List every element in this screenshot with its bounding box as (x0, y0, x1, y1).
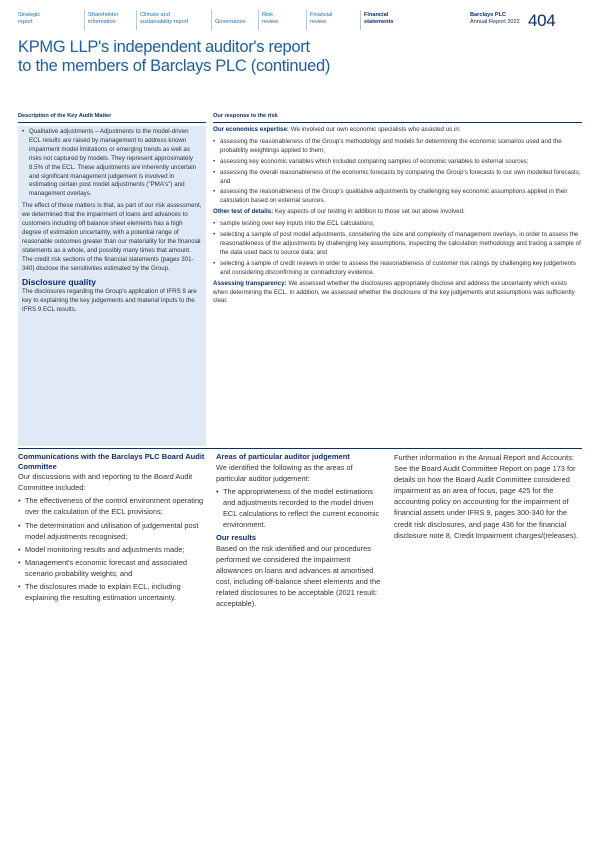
list-item: • The determination and utilisation of judgemental post model adjustments recognised; (18, 520, 208, 542)
kam-panel (18, 126, 206, 446)
page-title: KPMG LLP's independent auditor's report to the members of Barclays PLC (continued) (18, 38, 331, 75)
further-information-text: Further information in the Annual Report and Accounts: See the Board Audit Committee Report on page 173 for details on how the Board Audit Committee considered impairment as an area of focus, page 425 for the accounting policy on accounting for the impairment of financial assets under IFRS 9, pages 300-340 for the credit risk disclosures, and page 436 for the financial disclosure note 8, Credit Impairment charges/(releases). (394, 453, 579, 540)
kam-bullet: • Qualitative adjustments – Adjustments to the model-driven ECL results are raised by management to address known impairment model limitations or emerging trends as well as risks not captured by models. They represent approximately 8.5% of the ECL. These adjustments are inherently uncertain and significant management judgement is involved in estimating certain post model adjustments ("PMA's") and management overlays. (22, 128, 202, 199)
list-item: • assessing the reasonableness of the Group's qualitative adjustments by challenging key economic assumptions applied in their calculation based on external sources. (213, 188, 583, 206)
list-item: • assessing key economic variables which included comparing samples of economic variables to external sources; (213, 158, 583, 167)
list-item: • assessing the reasonableness of the Group's methodology and models for determining the economic scenarios used and the probability weightings applied to them; (213, 138, 583, 156)
nav-strategic-report[interactable]: Strategic report (18, 12, 41, 25)
nav-divider (84, 10, 85, 30)
audit-committee-intro: Our discussions with and reporting to the Board Audit Committee included: (18, 472, 193, 493)
nav-divider (211, 10, 212, 30)
nav-governance[interactable]: Governance (215, 19, 246, 25)
nav-financial-statements[interactable]: Financial statements (364, 12, 394, 25)
kam-paragraph: The effect of these matters is that, as part of our risk assessment, we determined that the impairment of loans and advances to customers including off balance sheet elements has a high degree of estimation uncertainty, with a potential range of reasonable outcomes greater than our materiality for the financial statements as a whole, and possibly many times that amount. The credit risk sections of the financial statements (pages 301-340) disclose the sensitivities estimated by the Group. (22, 202, 202, 272)
list-item: • The effectiveness of the control environment operating over the calculation of the ECL provisions; (18, 495, 208, 517)
nav-shareholder-information[interactable]: Shareholder information (88, 12, 119, 25)
response-column-header: Our response to the risk (213, 112, 582, 123)
list-item: • selecting a sample of post model adjustments, considering the size and complexity of management overlays, in order to assess the reasonableness of the adjustments by challenging key assumptions, inspecting the calculation methodology and tracing a sample of the data used back to source data; and (213, 231, 583, 258)
nav-divider (136, 10, 137, 30)
other-tests-intro: Other test of details: Key aspects of our testing in addition to those set out above involved: (213, 208, 465, 216)
list-item: • assessing the overall reasonableness of the economic forecasts by comparing the Group's forecasts to our own modelled forecasts; and (213, 169, 583, 187)
nav-risk-review[interactable]: Risk review (262, 12, 279, 25)
economics-expertise-intro: Our economics expertise: We involved our own economic specialists who assisted us in: (213, 126, 461, 133)
nav-divider (306, 10, 307, 30)
auditor-judgement-intro: We identified the following as the areas of particular auditor judgement: (216, 462, 353, 483)
further-information-column (394, 452, 584, 543)
list-item: • selecting a sample of credit reviews in order to assess the reasonableness of customer risk ratings by challenging key judgements and considering disconfirming or contradictory evidence. (213, 260, 583, 278)
audit-committee-column (18, 452, 208, 605)
top-navigation (0, 0, 600, 34)
list-item: • sample testing over key inputs into the ECL calculations; (213, 220, 583, 229)
disclosure-quality-heading: Disclosure quality (22, 276, 97, 287)
nav-divider (360, 10, 361, 30)
response-panel (213, 126, 583, 309)
report-label: Barclays PLC Annual Report 2022 (470, 12, 520, 25)
list-item: • The disclosures made to explain ECL, including explaining the resulting estimation uncertainty. (18, 581, 208, 603)
list-item: • Model monitoring results and adjustments made; (18, 544, 208, 555)
table-header (18, 112, 582, 122)
audit-committee-heading: Communications with the Barclays PLC Board Audit Committee (18, 452, 205, 471)
assessing-transparency: Assessing transparency: We assessed whether the disclosures appropriately disclose and address the uncertainty which exists when determining the ECL. In addition, we assessed whether the disclosure of the key judgements and assumptions was sufficiently clear. (213, 279, 575, 305)
disclosure-quality-text: The disclosures regarding the Group's application of IFRS 9 are key to explaining the key judgements and material inputs to the IFRS 9 ECL results. (22, 288, 197, 314)
section-divider (18, 448, 582, 449)
our-results-heading: Our results (216, 533, 257, 543)
list-item: • The appropriateness of the model estimations and adjustments recorded to the model driven ECL calculations to reflect the current economic environment. (216, 486, 384, 530)
list-item: • Management's economic forecast and associated scenario probability weights; and (18, 557, 208, 579)
auditor-judgement-column (216, 452, 384, 611)
nav-financial-review[interactable]: Financial review (310, 12, 333, 25)
auditor-judgement-heading: Areas of particular auditor judgement (216, 452, 350, 461)
our-results-text: Based on the risk identified and our procedures performed we considered the impairment allowances on loans and advances at amortised cost, including off-balance sheet elements and the related disclosures to be acceptable (2021 result: acceptable). (216, 543, 381, 609)
page-number: 404 (528, 11, 556, 30)
kam-column-header: Description of the Key Audit Matter (18, 112, 206, 123)
nav-climate-report[interactable]: Climate and sustainability report (140, 12, 189, 25)
nav-divider (258, 10, 259, 30)
